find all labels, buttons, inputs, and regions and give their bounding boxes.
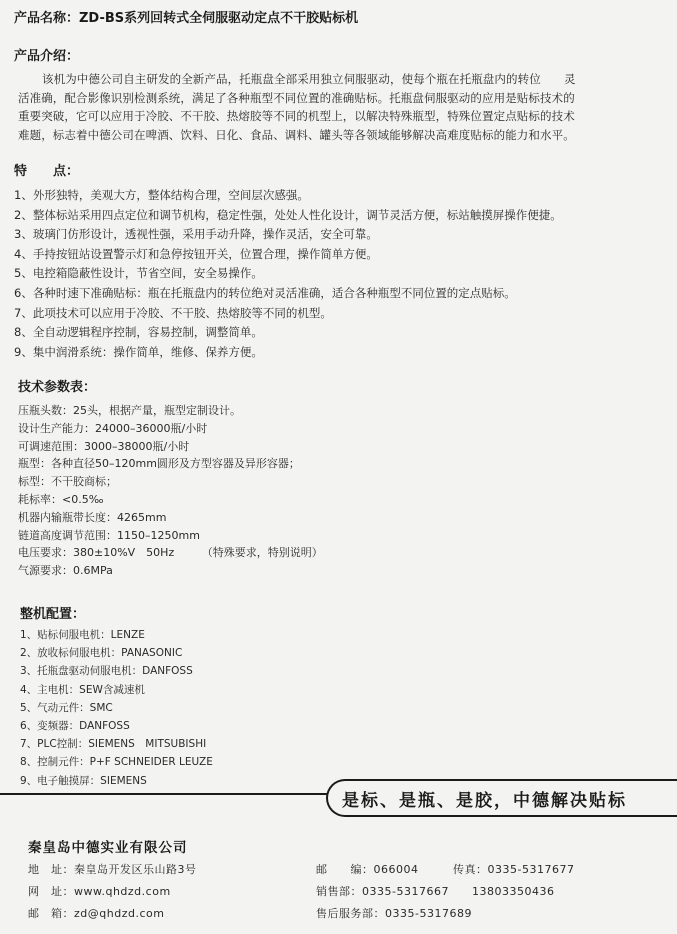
features-heading: 特 点： xyxy=(14,164,80,179)
spec-item: 链道高度调节范围：1150–1250mm xyxy=(18,528,200,542)
spec-item: 机器内输瓶带长度：4265mm xyxy=(18,510,167,524)
service-phone: 售后服务部：0335-5317689 xyxy=(316,907,472,920)
company-name: 秦皇岛中德实业有限公司 xyxy=(28,840,188,856)
feature-item: 7、此项技术可以应用于冷胶、不干胶、热熔胶等不同的机型。 xyxy=(14,305,332,320)
postcode-fax: 邮 编：066004 传真：0335-5317677 xyxy=(316,863,575,876)
contact-left xyxy=(28,859,197,925)
feature-item: 3、玻璃门仿形设计，透视性强，采用手动升降，操作灵活，安全可靠。 xyxy=(14,227,378,242)
banner-rule xyxy=(0,793,330,795)
spec-item: 设计生产能力：24000–36000瓶/小时 xyxy=(18,421,208,435)
config-item: 8、控制元件：P+F SCHNEIDER LEUZE xyxy=(20,756,213,769)
config-heading: 整机配置： xyxy=(20,607,86,622)
feature-item: 2、整体标站采用四点定位和调节机构，稳定性强，处处人性化设计，调节灵活方便，标站触摸屏操作便捷。 xyxy=(14,207,562,222)
product-title: 产品名称：ZD-BS系列回转式全伺服驱动定点不干胶贴标机 xyxy=(14,11,359,26)
spec-item: 耗标率：<0.5‰ xyxy=(18,492,104,506)
config-item: 3、托瓶盘驱动伺服电机：DANFOSS xyxy=(20,665,193,678)
contact-right xyxy=(316,859,574,925)
slogan-text: 是标、是瓶、是胶，中德解决贴标 xyxy=(342,791,627,811)
spec-item: 气源要求：0.6MPa xyxy=(18,564,113,578)
config-item: 5、气动元件：SMC xyxy=(20,701,113,714)
intro-line: 难题，标志着中德公司在啤酒、饮料、日化、食品、调料、罐头等各领域能够解决高难度贴标的能力和水平。 xyxy=(18,127,575,142)
feature-item: 1、外形独特，美观大方，整体结构合理，空间层次感强。 xyxy=(14,188,309,202)
config-item: 1、贴标伺服电机：LENZE xyxy=(20,629,145,641)
spec-item: 电压要求：380±10%V 50Hz （特殊要求，特别说明） xyxy=(18,546,323,560)
address: 地 址：秦皇岛开发区乐山路3号 xyxy=(28,863,197,876)
config-item: 9、电子触摸屏：SIEMENS xyxy=(20,774,147,787)
sales-phone: 销售部：0335-5317667 13803350436 xyxy=(316,885,555,898)
feature-item: 5、电控箱隐蔽性设计，节省空间，安全易操作。 xyxy=(14,266,263,281)
feature-item: 4、手持按钮站设置警示灯和急停按钮开关，位置合理，操作简单方便。 xyxy=(14,246,378,261)
config-item: 6、变频器：DANFOSS xyxy=(20,719,130,732)
spec-item: 压瓶头数：25头，根据产量，瓶型定制设计。 xyxy=(18,404,241,417)
features-list xyxy=(14,186,562,362)
specs-list xyxy=(18,402,323,580)
config-list xyxy=(20,626,213,790)
intro-line: 重要突破，它可以应用于冷胶、不干胶、热熔胶等不同的机型上，以解决特殊瓶型，特殊位置定点贴标的技术 xyxy=(18,109,575,124)
config-item: 7、PLC控制：SIEMENS MITSUBISHI xyxy=(20,738,207,751)
config-item: 2、放收标伺服电机：PANASONIC xyxy=(20,647,183,660)
specs-heading: 技术参数表： xyxy=(18,380,97,395)
spec-item: 标型：不干胶商标； xyxy=(18,475,117,489)
config-item: 4、主电机：SEW含减速机 xyxy=(20,683,145,696)
feature-item: 8、全自动逻辑程序控制，容易控制，调整简单。 xyxy=(14,325,263,340)
spec-item: 瓶型：各种直径50–120mm圆形及方型容器及异形容器； xyxy=(18,457,300,471)
intro-heading: 产品介绍： xyxy=(14,49,80,64)
intro-paragraph xyxy=(18,70,658,144)
email-link[interactable]: 邮 箱：zd@qhdzd.com xyxy=(28,907,165,920)
spec-item: 可调速范围：3000–38000瓶/小时 xyxy=(18,439,190,453)
feature-item: 9、集中润滑系统：操作简单，维修、保养方便。 xyxy=(14,344,263,359)
intro-line: 活准确，配合影像识别检测系统，满足了各种瓶型不同位置的准确贴标。托瓶盘伺服驱动的应用是贴标技术的 xyxy=(18,90,575,105)
intro-line: 该机为中德公司自主研发的全新产品，托瓶盘全部采用独立伺服驱动，使每个瓶在托瓶盘内的转位 灵 xyxy=(42,72,576,86)
feature-item: 6、各种时速下准确贴标：瓶在托瓶盘内的转位绝对灵活准确，适合各种瓶型不同位置的定点贴标。 xyxy=(14,285,516,300)
website-link[interactable]: 网 址：www.qhdzd.com xyxy=(28,885,171,898)
